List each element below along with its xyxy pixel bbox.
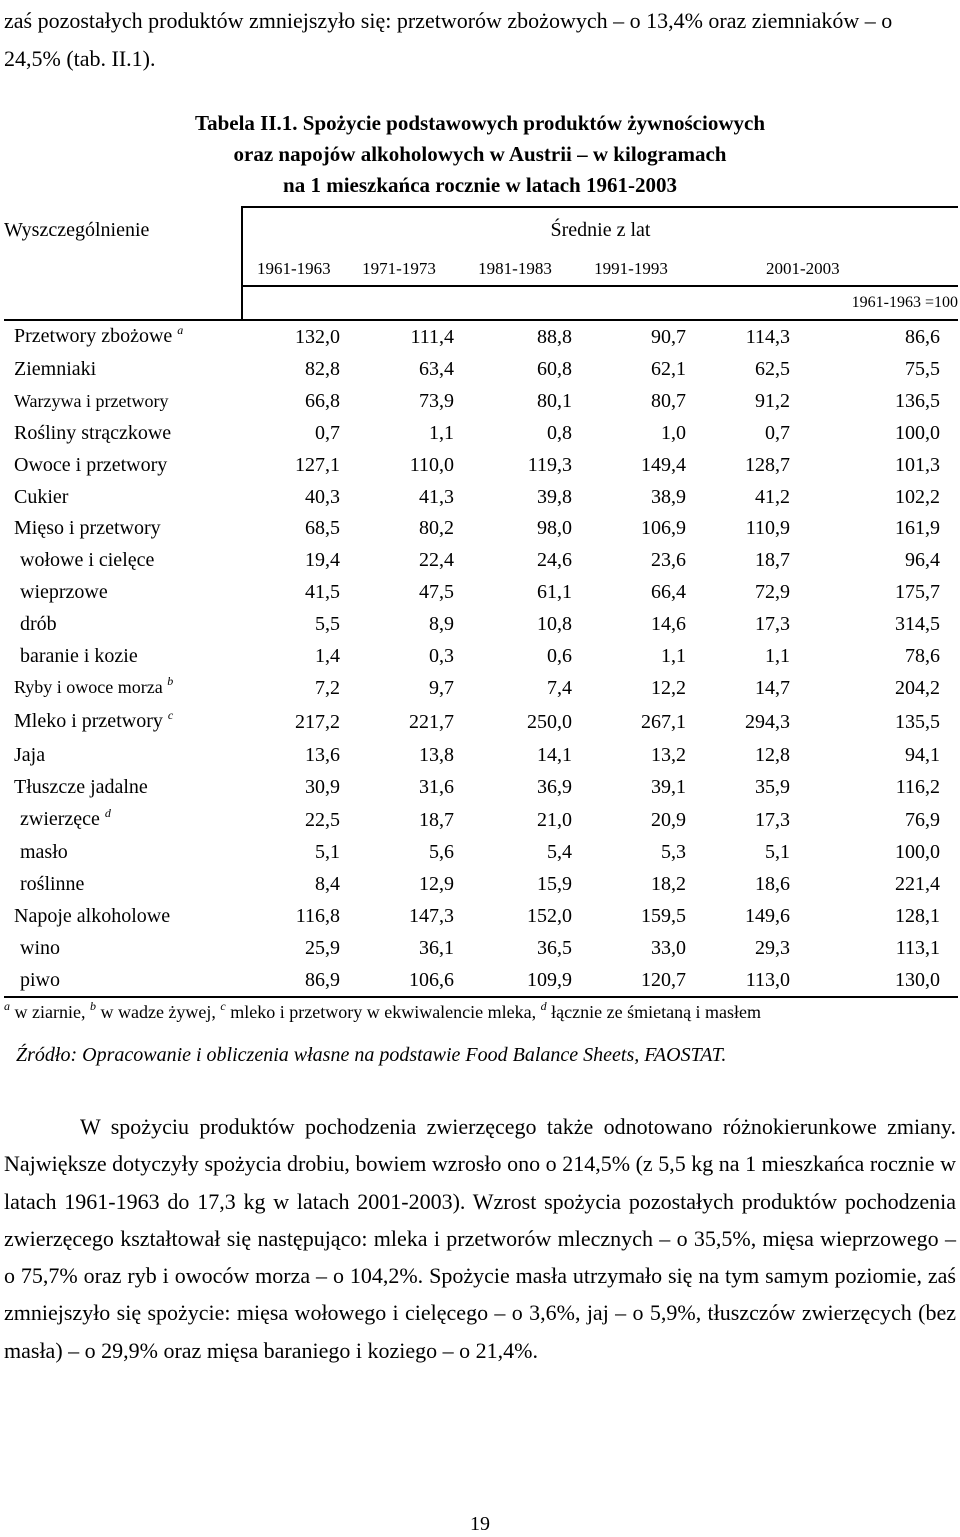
row-value: 94,1 [905,743,940,766]
row-value: 73,9 [419,390,454,413]
table-title-line-2: oraz napojów alkoholowych w Austrii – w kilogramach [233,142,727,166]
row-value: 29,3 [755,936,790,959]
row-value: 21,0 [537,808,572,831]
row-label [4,772,242,804]
row-value: 221,4 [895,873,940,896]
row-label [4,386,242,418]
row-label [4,450,242,482]
table-row [4,901,958,933]
row-label [4,933,242,965]
header-item: Wyszczególnienie [4,219,150,241]
row-value: 110,0 [409,453,454,476]
row-value: 221,7 [409,711,454,734]
row-value: 314,5 [895,612,940,635]
row-label [4,418,242,450]
row-value: 33,0 [651,936,686,959]
row-value: 13,6 [305,743,340,766]
row-value: 152,0 [527,904,572,927]
row-value: 110,9 [745,517,790,540]
row-value: 41,3 [419,485,454,508]
row-value: 47,5 [419,580,454,603]
row-value: 76,9 [905,808,940,831]
row-label-text: wołowe i cielęce [20,549,155,572]
row-label [4,837,242,869]
row-value: 135,5 [895,711,940,734]
row-value: 267,1 [641,711,686,734]
row-value: 23,6 [651,549,686,572]
table-row [4,740,958,772]
row-value: 1,1 [661,644,686,667]
row-value: 15,9 [537,873,572,896]
row-label-text: Warzywa i przetwory [14,391,169,412]
row-value: 17,3 [755,808,790,831]
table-row [4,513,958,545]
row-label [4,869,242,901]
footnote-b-text: w wadze żywej, [95,1002,221,1022]
table-row [4,672,958,706]
body-text [4,1108,956,1369]
row-value: 86,6 [905,325,940,348]
row-label-text: piwo [20,968,60,991]
row-label [4,901,242,933]
row-value: 24,6 [537,549,572,572]
row-value: 106,6 [342,965,456,998]
table-row [4,965,958,998]
row-value: 5,1 [315,841,340,864]
header-group: Średnie z lat [242,207,958,253]
row-value: 13,8 [419,743,454,766]
row-value: 101,3 [895,453,940,476]
row-value: 175,7 [895,580,940,603]
row-value: 0,7 [315,421,340,444]
row-value: 8,9 [429,612,454,635]
row-value: 72,9 [755,580,790,603]
row-value: 5,6 [429,841,454,864]
row-value: 204,2 [895,677,940,700]
row-value: 31,6 [419,775,454,798]
row-label [4,354,242,386]
header-period-3: 1981-1983 [478,259,552,278]
table-row [4,706,958,740]
body-paragraph: W spożyciu produktów pochodzenia zwierzęcego także odnotowano różnokierunkowe zmiany. Największe dotyczyły spożycia drobiu, bowiem wzrosło ono o 214,5% (z 5,5 kg na 1 mieszkańca rocznie w latach 1961-1963 do 17,3 kg w latach 2001-2003). Wzrost spożycia pozostałych produktów pochodzenia zwierzęcego kształtował się następująco: mleka i przetworów mlecznych – o 35,5%, mięsa wieprzowego – o 75,7% oraz ryb i owoców morza – o 104,2%. Spożycie masła utrzymało się na tym samym poziomie, zaś zmniejszyło się spożycie: mięsa wołowego i cielęcego – o 3,6%, jaj – o 5,9%, tłuszczów zwierzęcych (bez masła) – o 29,9% oraz mięsa baraniego i koziego – o 21,4%. [4,1114,956,1363]
row-value: 5,5 [315,612,340,635]
row-value: 132,0 [295,325,340,348]
row-value: 100,0 [895,841,940,864]
row-value: 128,1 [895,904,940,927]
header-period-5: 2001-2003 [766,259,840,278]
row-value: 14,6 [651,612,686,635]
row-label-text: Owoce i przetwory [14,453,168,476]
row-value: 9,7 [429,677,454,700]
row-value: 20,9 [651,808,686,831]
row-value: 18,2 [651,873,686,896]
table-title-line-1: Tabela II.1. Spożycie podstawowych produktów żywnościowych [195,111,765,135]
row-value: 17,3 [755,612,790,635]
row-label-text: Rośliny strączkowe [14,421,172,444]
row-value: 36,1 [419,936,454,959]
row-value: 86,9 [242,965,342,998]
table-row [4,545,958,577]
row-footnote-marker: d [104,805,111,820]
row-value: 22,4 [419,549,454,572]
row-value: 161,9 [895,517,940,540]
table-row [4,386,958,418]
row-value: 7,4 [547,677,572,700]
row-value: 41,2 [755,485,790,508]
row-label-text: Przetwory zbożowe [14,324,173,347]
row-value: 102,2 [895,485,940,508]
row-label-text: drób [20,612,57,635]
header-row-1 [4,207,958,253]
footnote-d-marker: d [540,999,547,1013]
row-value: 18,6 [755,873,790,896]
row-value: 294,3 [745,711,790,734]
footnote-c-marker: c [220,999,226,1013]
row-value: 36,9 [537,775,572,798]
row-label-text: wieprzowe [20,580,108,603]
table-row [4,869,958,901]
row-value: 80,2 [419,517,454,540]
row-value: 116,2 [895,775,940,798]
table-row [4,772,958,804]
table-row [4,320,958,355]
row-label [4,320,242,355]
row-label [4,545,242,577]
row-value: 149,4 [641,453,686,476]
row-label [4,482,242,514]
row-label [4,577,242,609]
table-title-line-3: na 1 mieszkańca rocznie w latach 1961-2003 [283,173,677,197]
row-label-text: baranie i kozie [20,644,138,667]
row-label-text: Mleko i przetwory [14,710,163,733]
row-value: 120,7 [574,965,688,998]
row-value: 18,7 [755,549,790,572]
table-row [4,641,958,673]
footnote-c-text: mleko i przetwory w ekwiwalencie mleka, [225,1002,541,1022]
row-label-text: Cukier [14,485,69,508]
row-value: 0,6 [547,644,572,667]
table-row [4,450,958,482]
row-value: 22,5 [305,808,340,831]
row-value: 12,9 [419,873,454,896]
table-row [4,804,958,838]
row-value: 63,4 [419,358,454,381]
table-footnotes [4,999,958,1023]
header-period-2: 1971-1973 [362,259,436,278]
row-value: 0,8 [547,421,572,444]
row-label [4,804,242,838]
row-value: 159,5 [641,904,686,927]
row-value: 12,2 [651,677,686,700]
row-value: 19,4 [305,549,340,572]
footnote-d-text: łącznie ze śmietaną i masłem [546,1002,762,1022]
footnote-b-marker: b [89,999,96,1013]
row-value: 136,5 [895,390,940,413]
row-label [4,641,242,673]
source-note: Źródło: Opracowanie i obliczenia własne na podstawie Food Balance Sheets, FAOSTAT. [16,1044,727,1066]
row-value: 88,8 [537,325,572,348]
header-period-1: 1961-1963 [242,253,342,286]
row-value: 10,8 [537,612,572,635]
row-value: 80,7 [651,390,686,413]
row-label [4,609,242,641]
row-value: 38,9 [651,485,686,508]
row-value: 0,3 [429,644,454,667]
row-label-text: Ziemniaki [14,358,97,381]
row-value: 90,7 [651,325,686,348]
row-value: 39,1 [651,775,686,798]
row-value: 5,4 [547,841,572,864]
row-value: 62,1 [651,358,686,381]
row-value: 39,8 [537,485,572,508]
row-value: 119,3 [527,453,572,476]
row-value: 147,3 [409,904,454,927]
row-value: 106,9 [641,517,686,540]
header-index: 1961-1963 =100 [796,286,958,320]
row-value: 12,8 [755,743,790,766]
row-value: 116,8 [295,904,340,927]
row-value: 35,9 [755,775,790,798]
row-value: 5,3 [661,841,686,864]
page-number: 19 [470,1513,490,1535]
row-label [4,740,242,772]
row-value: 127,1 [295,453,340,476]
table-row [4,837,958,869]
footnote-a-text: w ziarnie, [10,1002,90,1022]
row-value: 80,1 [537,390,572,413]
row-value: 91,2 [755,390,790,413]
row-value: 14,7 [755,677,790,700]
row-value: 82,8 [305,358,340,381]
header-period-4: 1991-1993 [594,259,668,278]
row-value: 1,1 [429,421,454,444]
row-label-text: wino [20,936,60,959]
row-value: 113,1 [895,936,940,959]
row-value: 114,3 [745,325,790,348]
row-value: 113,0 [688,965,796,998]
row-value: 1,4 [315,644,340,667]
row-value: 111,4 [410,325,454,348]
row-label-text: Mięso i przetwory [14,517,161,540]
row-value: 8,4 [315,873,340,896]
intro-paragraph: zaś pozostałych produktów zmniejszyło się: przetworów zbożowych – o 13,4% oraz ziemniaków – o 24,5% (tab. II.1). [4,8,893,71]
row-label-text: Ryby i owoce morza [14,677,163,698]
row-value: 7,2 [315,677,340,700]
row-value: 60,8 [537,358,572,381]
row-label-text: Tłuszcze jadalne [14,775,148,798]
table-row [4,933,958,965]
row-label [4,513,242,545]
row-value: 18,7 [419,808,454,831]
footnote-a-marker: a [4,999,10,1013]
row-value: 250,0 [527,711,572,734]
row-value: 78,6 [905,644,940,667]
row-label-text: roślinne [20,873,85,896]
row-value: 128,7 [745,453,790,476]
table-row [4,482,958,514]
row-value: 36,5 [537,936,572,959]
row-value: 14,1 [537,743,572,766]
header-row-2 [4,253,958,286]
row-value: 40,3 [305,485,340,508]
row-value: 1,1 [765,644,790,667]
row-label-text: zwierzęce [20,807,100,830]
row-label-text: Jaja [14,743,46,766]
row-value: 75,5 [905,358,940,381]
row-footnote-marker: b [167,674,174,689]
row-value: 100,0 [895,421,940,444]
row-value: 66,4 [651,580,686,603]
row-value: 130,0 [796,965,958,998]
row-label-text: masło [20,841,68,864]
row-value: 98,0 [537,517,572,540]
table-row [4,577,958,609]
row-value: 41,5 [305,580,340,603]
row-label [4,672,242,706]
row-value: 30,9 [305,775,340,798]
row-value: 1,0 [661,421,686,444]
row-value: 66,8 [305,390,340,413]
row-value: 13,2 [651,743,686,766]
table-row [4,418,958,450]
row-label-text: Napoje alkoholowe [14,904,171,927]
row-footnote-marker: c [167,708,174,723]
row-footnote-marker: a [177,322,184,337]
row-label [4,706,242,740]
row-value: 25,9 [305,936,340,959]
row-value: 61,1 [537,580,572,603]
row-value: 217,2 [295,711,340,734]
table-title [130,108,830,201]
row-value: 62,5 [755,358,790,381]
row-value: 68,5 [305,517,340,540]
row-value: 149,6 [745,904,790,927]
header-row-3 [4,286,958,320]
row-value: 109,9 [456,965,574,998]
consumption-table [4,206,958,998]
row-value: 96,4 [905,549,940,572]
row-label [4,965,242,998]
row-value: 5,1 [765,841,790,864]
table-row [4,609,958,641]
table-row [4,354,958,386]
row-value: 0,7 [765,421,790,444]
